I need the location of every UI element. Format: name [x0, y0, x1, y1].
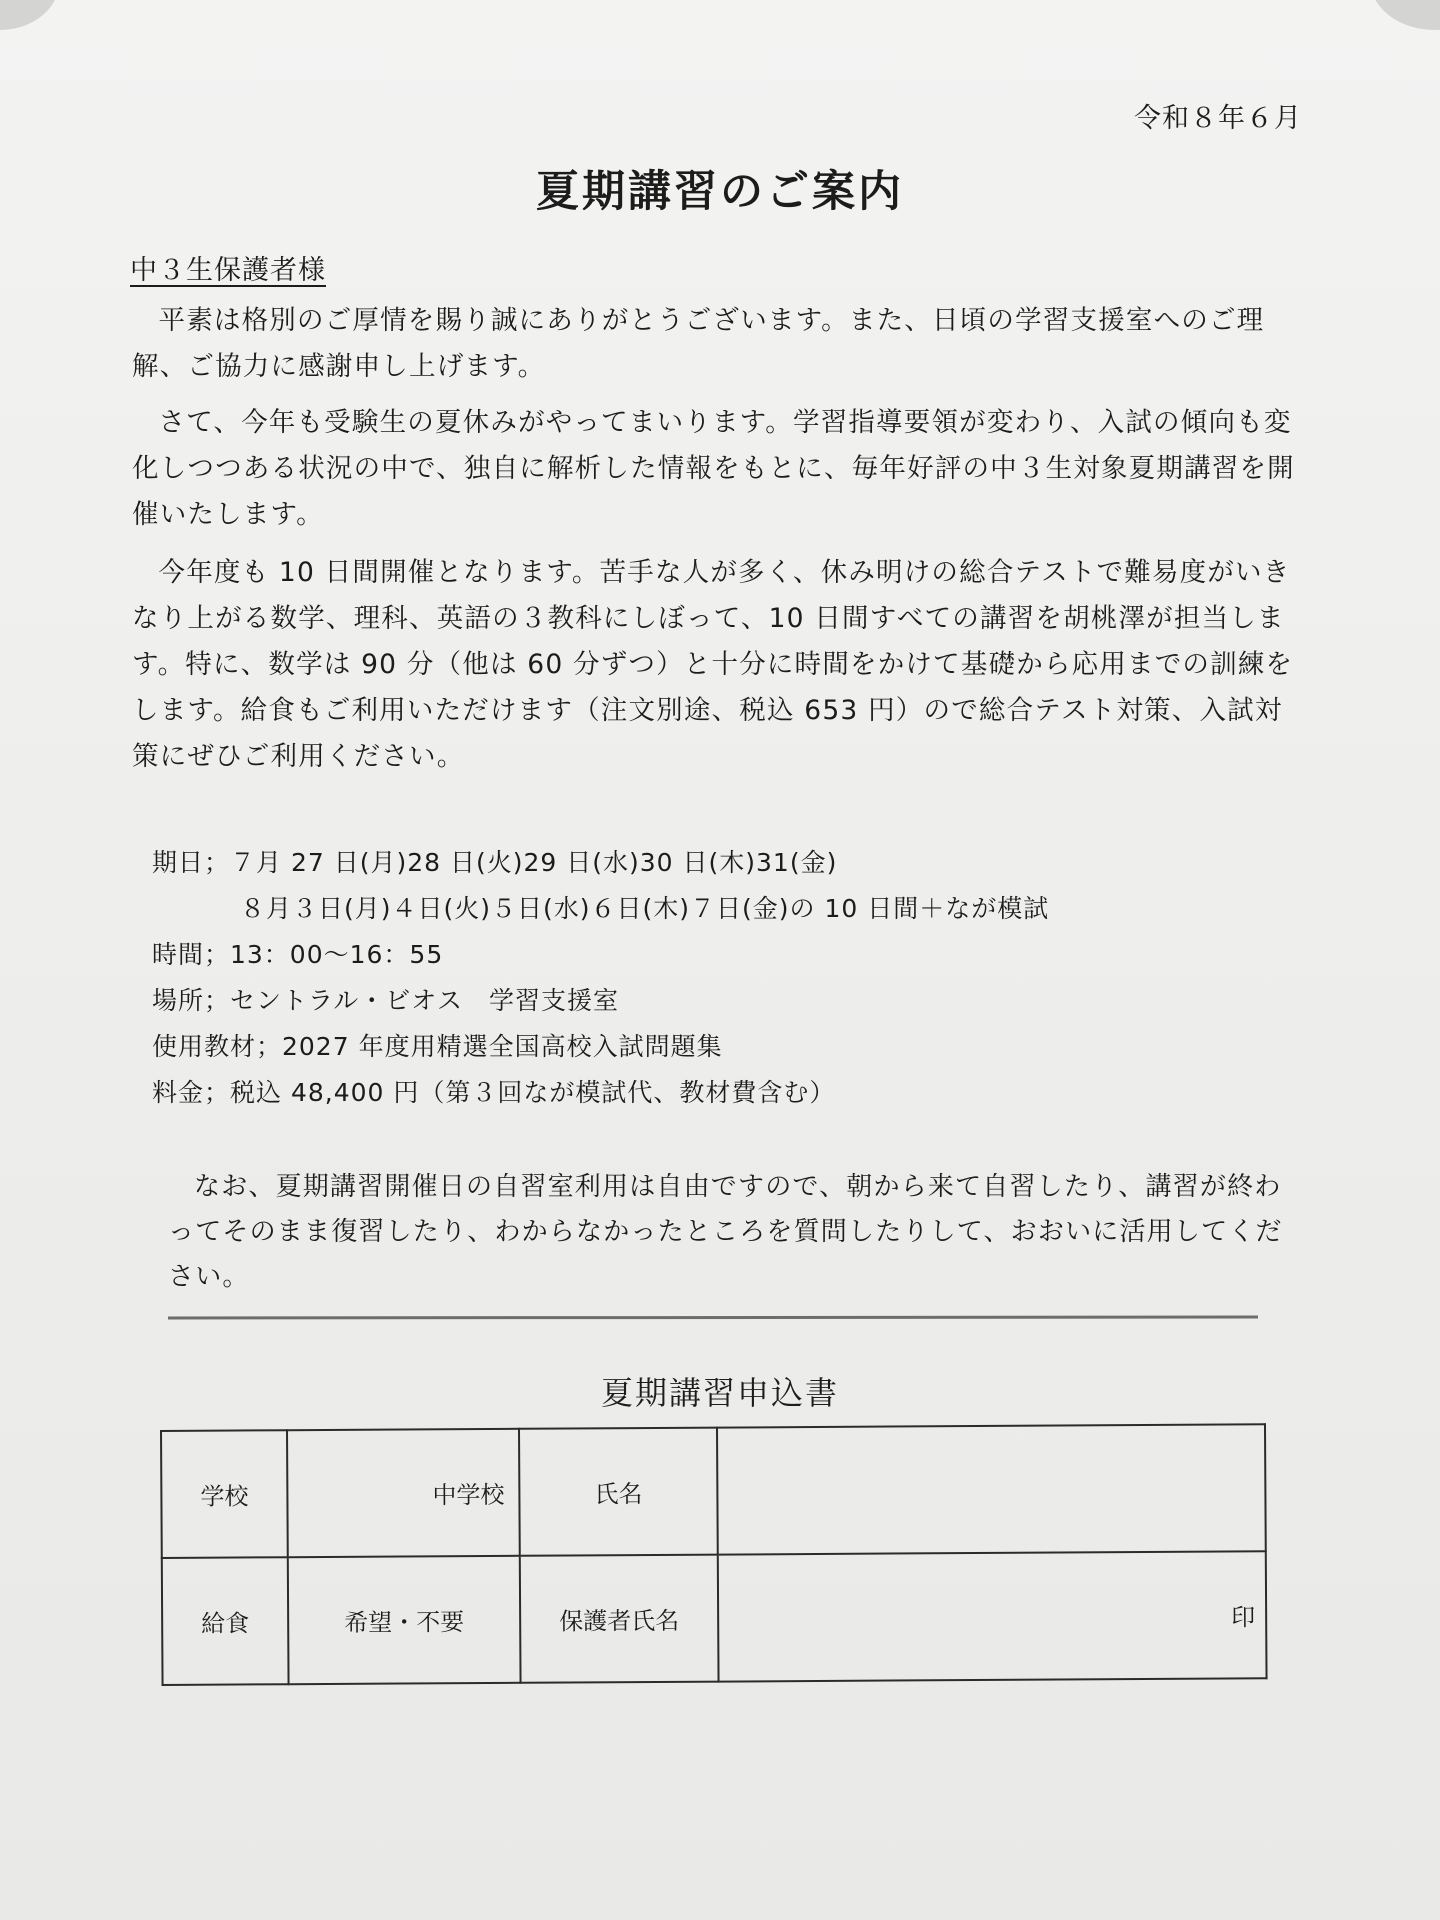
finger-shadow [0, 0, 60, 30]
school-label: 学校 [161, 1430, 288, 1558]
form-row-school [161, 1424, 1266, 1558]
name-label: 氏名 [519, 1428, 718, 1556]
course-details [152, 840, 1049, 1116]
finger-shadow [1370, 0, 1440, 30]
paragraph-details: 今年度も 10 日間開催となります。苦手な人が多く、休み明けの総合テストで難易度がいきなり上がる数学、理科、英語の３教科にしぼって、10 日間すべての講習を胡桃澤が担当します。特に、数学は 90 分（他は 60 分ずつ）と十分に時間をかけて基礎から応用までの訓練をします。給食もご利用いただけます（注文別途、税込 653 円）ので総合テスト対策、入試対策にぜひご利用ください。 [132, 557, 1294, 772]
cut-line-divider [168, 1316, 1258, 1320]
guardian-name-field[interactable] [718, 1551, 1267, 1681]
form-row-lunch [162, 1551, 1267, 1685]
issue-date: 令和８年６月 [1134, 103, 1302, 134]
lunch-label: 給食 [162, 1557, 289, 1685]
time-line: 時間；13：00〜16：55 [152, 940, 444, 969]
lunch-choice[interactable]: 希望・不要 [288, 1556, 521, 1684]
name-field[interactable] [717, 1424, 1266, 1554]
fee-line: 料金；税込 48,400 円（第３回なが模試代、教材費含む） [152, 1078, 836, 1107]
page-title: 夏期講習のご案内 [536, 167, 904, 217]
application-form-table [160, 1423, 1268, 1686]
paragraph-introduction: さて、今年も受験生の夏休みがやってまいります。学習指導要領が変わり、入試の傾向も変化しつつある状況の中で、独自に解析した情報をもとに、毎年好評の中３生対象夏期講習を開催いたします。 [132, 407, 1295, 530]
place-line: 場所；セントラル・ビオス 学習支援室 [152, 986, 620, 1015]
addressee: 中３生保護者様 [130, 255, 326, 286]
dates-line-1: 期日；７月 27 日(月)28 日(火)29 日(水)30 日(木)31(金) [152, 848, 838, 877]
school-field[interactable]: 中学校 [287, 1429, 520, 1557]
application-form-title: 夏期講習申込書 [600, 1374, 839, 1412]
study-room-note: なお、夏期講習開催日の自習室利用は自由ですので、朝から来て自習したり、講習が終わってそのまま復習したり、わからなかったところを質問したりして、おおいに活用してください。 [168, 1172, 1283, 1292]
guardian-name-label: 保護者氏名 [520, 1555, 719, 1683]
paragraph-greeting: 平素は格別のご厚情を賜り誠にありがとうございます。また、日頃の学習支援室へのご理解、ご協力に感謝申し上げます。 [132, 305, 1265, 382]
seal-mark: 印 [1231, 1603, 1256, 1632]
dates-line-2: ８月３日(月)４日(火)５日(水)６日(木)７日(金)の 10 日間＋なが模試 [240, 894, 1050, 923]
materials-line: 使用教材；2027 年度用精選全国高校入試問題集 [152, 1032, 723, 1061]
